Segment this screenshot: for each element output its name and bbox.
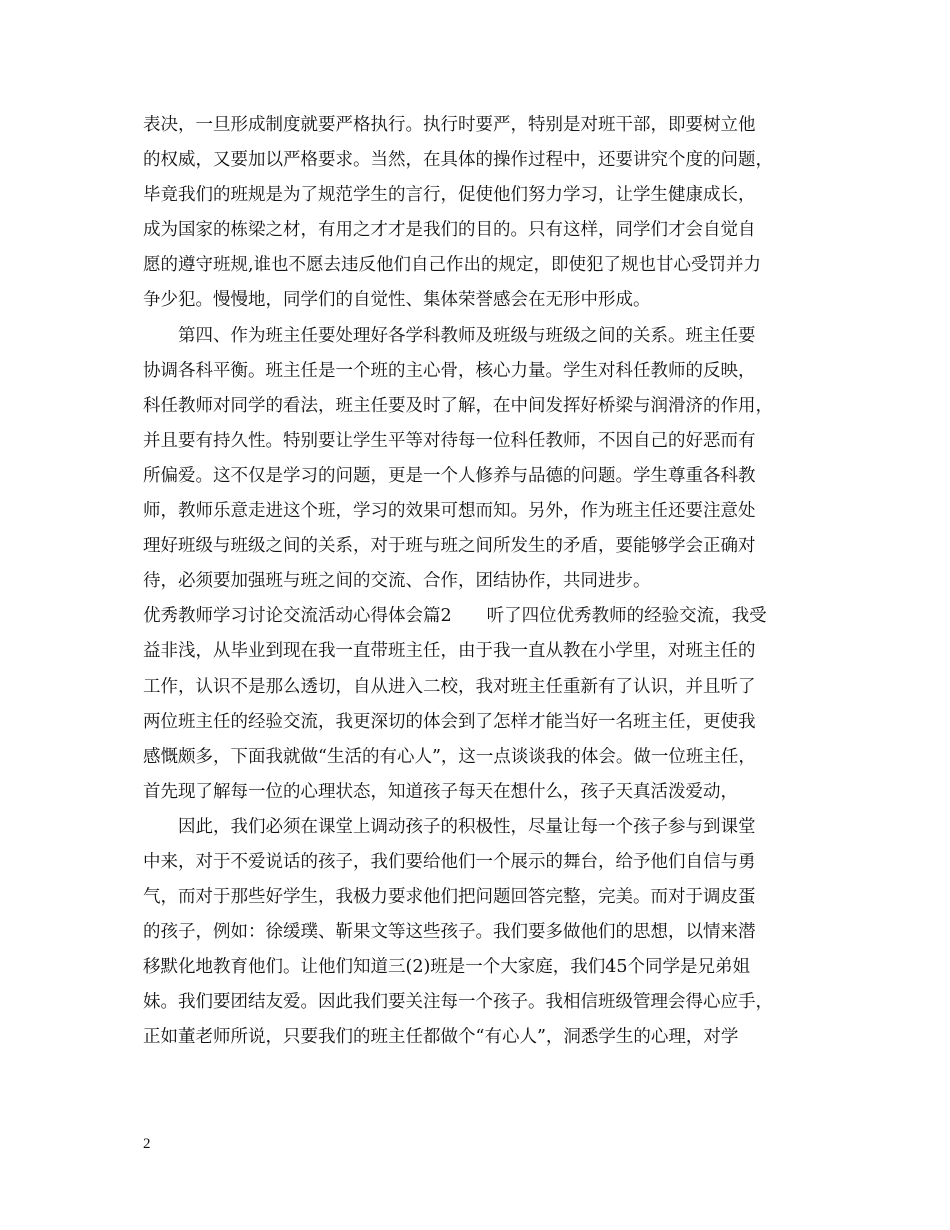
body-text — [143, 108, 828, 1056]
text-line: 科任教师对同学的看法，班主任要及时了解，在中间发挥好桥梁与润滑济的作用， — [143, 395, 773, 416]
text-line: 的孩子，例如：徐缓璞、靳果文等这些孩子。我们要多做他们的思想，以情来潜 — [143, 922, 756, 943]
text-line: 所偏爱。这不仅是学习的问题，更是一个人修养与品德的问题。学生尊重各科教 — [143, 465, 756, 486]
text-line: 中来，对于不爱说话的孩子，我们要给他们一个展示的舞台，给予他们自信与勇 — [143, 851, 756, 872]
text-line: 待，必须要加强班与班之间的交流、合作，团结协作，共同进步。 — [143, 571, 651, 592]
text-line: 毕竟我们的班规是为了规范学生的言行，促使他们努力学习，让学生健康成长， — [143, 185, 756, 206]
text-line: 两位班主任的经验交流，我更深切的体会到了怎样才能当好一名班主任，更使我 — [143, 711, 756, 732]
text-line: 理好班级与班级之间的关系，对于班与班之间所发生的矛盾，要能够学会正确对 — [143, 536, 756, 557]
text-line: 第四、作为班主任要处理好各学科教师及班级与班级之间的关系。班主任要 — [143, 325, 756, 346]
text-line: 争少犯。慢慢地，同学们的自觉性、集体荣誉感会在无形中形成。 — [143, 290, 651, 311]
page-number: 2 — [143, 1136, 151, 1152]
text-line: 因此，我们必须在课堂上调动孩子的积极性，尽量让每一个孩子参与到课堂 — [143, 816, 756, 837]
text-line: 感慨颇多，下面我就做“生活的有心人”，这一点谈谈我的体会。做一位班主任， — [143, 746, 756, 767]
text-line: 成为国家的栋梁之材，有用之才才是我们的目的。只有这样，同学们才会自觉自 — [143, 220, 756, 241]
text-line: 首先现了解每一位的心理状态，知道孩子每天在想什么，孩子天真活泼爱动， — [143, 781, 738, 802]
text-line: 协调各科平衡。班主任是一个班的主心骨，核心力量。学生对科任教师的反映， — [143, 360, 756, 381]
text-line: 的权威，又要加以严格要求。当然，在具体的操作过程中，还要讲究个度的问题， — [143, 150, 773, 171]
text-line: 愿的遵守班规,谁也不愿去违反他们自己作出的规定，即使犯了规也甘心受罚并力 — [143, 255, 762, 276]
text-line: 正如董老师所说，只要我们的班主任都做个“有心人”，洞悉学生的心理，对学 — [143, 1027, 739, 1048]
text-line: 益非浅，从毕业到现在我一直带班主任，由于我一直从教在小学里，对班主任的 — [143, 641, 756, 662]
text-line: 气，而对于那些好学生，我极力要求他们把问题回答完整，完美。而对于调皮蛋 — [143, 887, 756, 908]
text-line: 优秀教师学习讨论交流活动心得体会篇2 听了四位优秀教师的经验交流，我受 — [143, 606, 767, 627]
text-line: 妹。我们要团结友爱。因此我们要关注每一个孩子。我相信班级管理会得心应手， — [143, 992, 773, 1013]
text-line: 移默化地教育他们。让他们知道三(2)班是一个大家庭，我们45个同学是兄弟姐 — [143, 957, 751, 978]
text-line: 并且要有持久性。特别要让学生平等对待每一位科任教师，不因自己的好恶而有 — [143, 430, 756, 451]
text-line: 表决，一旦形成制度就要严格执行。执行时要严，特别是对班干部，即要树立他 — [143, 115, 756, 135]
text-line: 工作，认识不是那么透切，自从进入二校，我对班主任重新有了认识，并且听了 — [143, 676, 756, 697]
text-line: 师，教师乐意走进这个班，学习的效果可想而知。另外，作为班主任还要注意处 — [143, 501, 756, 522]
